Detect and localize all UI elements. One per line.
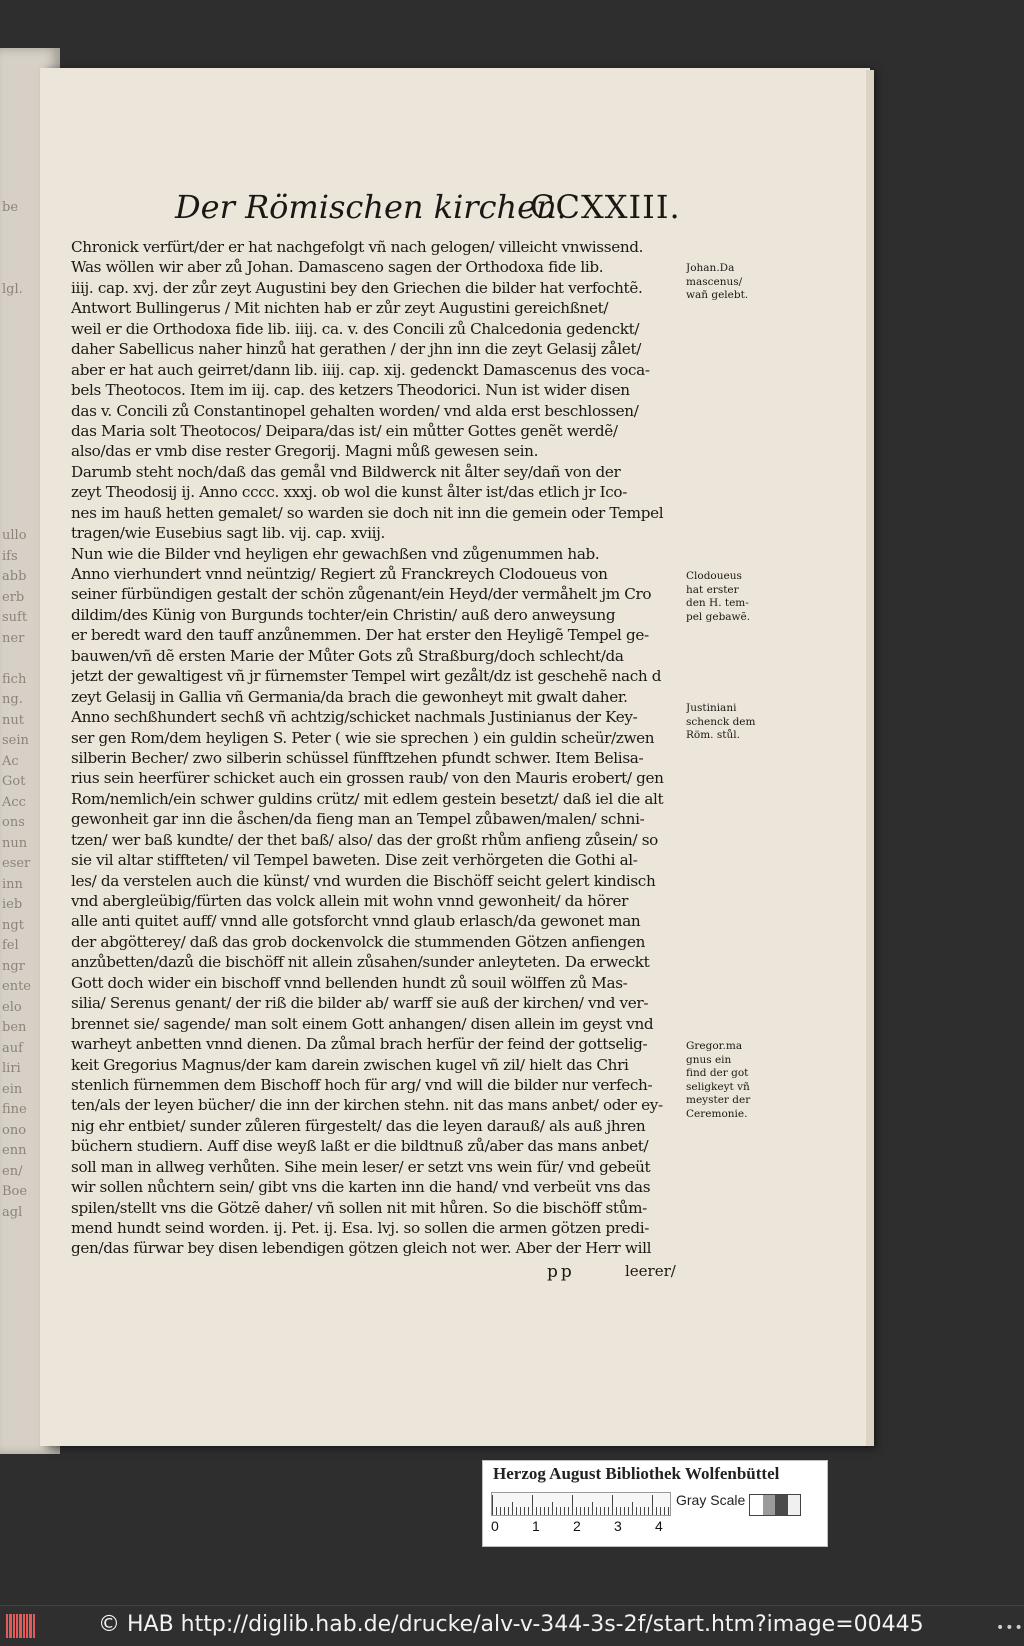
ruler-tick xyxy=(536,1507,537,1515)
ruler-tick xyxy=(636,1507,637,1515)
margin-note-line: den H. tem- xyxy=(686,597,749,609)
facing-page-text: ieb xyxy=(2,897,23,912)
text-line: iiij. cap. xvj. der zůr zeyt Augustini bey den Griechen die bilder hat verfochtẽ. xyxy=(71,278,643,297)
text-line: silia/ Serenus genant/ der riß die bilder ab/ warff sie auß der kirchen/ vnd ver- xyxy=(71,994,649,1013)
text-line: les/ da verstelen auch die künst/ vnd wurden die Bischöff seicht gelert kindisch xyxy=(71,871,656,890)
facing-page-text: suft xyxy=(2,610,28,625)
facing-page-text: ngr xyxy=(2,958,25,974)
text-line: ten/als der leyen bücher/ die inn der kirchen stehn. nit das mans anbet/ oder ey- xyxy=(71,1096,663,1115)
text-line: warheyt anbetten vnnd dienen. Da zůmal brach herfür der feind der gottselig- xyxy=(71,1035,648,1054)
body-text xyxy=(71,237,681,1259)
ruler-tick xyxy=(584,1507,585,1515)
ruler-tick xyxy=(516,1507,517,1515)
text-line: ser gen Rom/dem heyligen S. Peter ( wie sie sprechen ) ein guldin scheür/zwen xyxy=(71,728,655,747)
facing-page-text: Acc xyxy=(2,794,26,810)
ruler-tick xyxy=(652,1495,653,1515)
facing-page-text: fich xyxy=(2,671,27,687)
facing-page-text: ngt xyxy=(2,917,24,933)
text-line: gen/das fürwar bey disen lebendigen götzen gleich not wer. Aber der Herr will xyxy=(71,1239,652,1258)
margin-note-line: wañ gelebt. xyxy=(686,289,749,301)
text-line: Darumb steht noch/daß das gemål vnd Bildwerck nit ålter sey/dañ von der xyxy=(71,462,621,481)
text-line: dildim/des Künig von Burgunds tochter/ein Christin/ auß dero anweysung xyxy=(71,605,616,624)
swatch-dark xyxy=(775,1495,788,1515)
margin-note-line: hat erster xyxy=(686,583,739,596)
margin-note-line: find der got xyxy=(686,1067,749,1079)
ruler-tick xyxy=(496,1507,497,1515)
text-line: also/das er vmb dise rester Gregorij. Magni můß gewesen sein. xyxy=(71,442,539,461)
margin-note-line: Justiniani xyxy=(686,702,737,714)
color-scale-card xyxy=(482,1460,828,1547)
facing-page-text: agl xyxy=(2,1204,23,1220)
more-options-icon[interactable]: ••• xyxy=(996,1620,1024,1636)
ruler-tick xyxy=(588,1507,589,1515)
ruler-tick xyxy=(560,1507,561,1515)
footer-url-text[interactable]: © HAB http://diglib.hab.de/drucke/alv-v-344-3s-2f/start.htm?image=00445 xyxy=(98,1612,924,1637)
text-line: Chronick verfürt/der er hat nachgefolgt vñ nach gelogen/ villeicht vnwissend. xyxy=(71,238,644,256)
text-line: das v. Concili zů Constantinopel gehalten worden/ vnd alda erst beschlossen/ xyxy=(71,401,639,420)
facing-page-text: ner xyxy=(2,630,25,646)
margin-note-damascenus xyxy=(686,262,782,303)
facing-page-text: ng. xyxy=(2,692,23,707)
folio-number: CCXXIII. xyxy=(530,188,681,226)
text-line: tragen/wie Eusebius sagt lib. vij. cap. xviij. xyxy=(71,524,385,543)
ruler-tick xyxy=(548,1507,549,1515)
text-line: silberin Becher/ zwo silberin schüssel fünfftzehen pfundt schwer. Item Belisa- xyxy=(71,748,644,767)
facing-page-text: abb xyxy=(2,569,27,584)
ruler-tick xyxy=(576,1507,577,1515)
facing-page-text: ben xyxy=(2,1020,27,1035)
margin-note-line: Ceremonie. xyxy=(686,1107,748,1120)
text-line: spilen/stellt vns die Götzẽ daher/ vñ sollen nit mit hůren. So die bischöff stům- xyxy=(71,1198,647,1217)
facing-page-text: sein xyxy=(2,733,29,748)
ruler-number: 0 xyxy=(491,1518,499,1534)
margin-note-line: Röm. stůl. xyxy=(686,729,740,741)
facing-page-text: nun xyxy=(2,835,28,851)
text-line: nes im hauß hetten gemalet/ so warden sie doch nit inn die gemein oder Tempel xyxy=(71,503,664,522)
ruler-tick xyxy=(612,1495,613,1515)
margin-note-gregorius xyxy=(686,1040,782,1121)
margin-note-line: Johan.Da xyxy=(686,262,735,274)
text-line: Was wöllen wir aber zů Johan. Damasceno sagen der Orthodoxa fide lib. xyxy=(71,258,604,277)
ruler-tick xyxy=(596,1507,597,1515)
ruler-tick xyxy=(492,1495,493,1515)
ruler-tick xyxy=(528,1507,529,1515)
text-line: stenlich fürnemmen dem Bischoff hoch für arg/ vnd will die bilder nur verfech- xyxy=(71,1075,653,1094)
ruler-number: 2 xyxy=(573,1518,581,1534)
text-line: vnd abergleübig/fürten das volck allein mit wohn vnnd gewonheit/ da hörer xyxy=(71,892,629,910)
margin-note-line: Gregor.ma xyxy=(686,1040,743,1052)
footer-bar xyxy=(0,1605,1024,1646)
ruler-number: 1 xyxy=(532,1518,540,1534)
library-name: Herzog August Bibliothek Wolfenbüttel xyxy=(493,1464,780,1483)
text-line: bauwen/vñ dẽ ersten Marie der Můter Gots zů Straßburg/doch schlecht/da xyxy=(71,646,624,665)
margin-note-clodoueus xyxy=(686,570,782,624)
swatch-gray xyxy=(763,1495,776,1515)
ruler-tick xyxy=(624,1507,625,1515)
margin-note-justiniani xyxy=(686,702,782,743)
facing-page-text: liri xyxy=(2,1061,21,1076)
ruler-tick xyxy=(532,1495,533,1515)
ruler-tick xyxy=(640,1507,641,1515)
ruler-tick xyxy=(524,1507,525,1515)
facing-page-text: fel xyxy=(2,938,19,953)
facing-page-text: ons xyxy=(2,815,25,830)
ruler-tick xyxy=(616,1507,617,1515)
ruler-tick xyxy=(620,1507,621,1515)
text-line: mend hundt seind worden. ij. Pet. ij. Esa. lvj. so sollen die armen götzen predi- xyxy=(71,1219,649,1237)
ruler-tick xyxy=(572,1495,573,1515)
text-line: nig ehr entbiet/ sunder zůleren fürgestelt/ das die leyen darauß/ als auß jhren xyxy=(71,1116,646,1135)
facing-page-text: enn xyxy=(2,1143,27,1158)
text-line: seiner fürbündigen gestalt der schön zůgenant/ein Heyd/der vermåhelt jm Cro xyxy=(71,585,652,604)
ruler xyxy=(491,1492,671,1516)
facing-page-text: elo xyxy=(2,999,22,1015)
ruler-tick xyxy=(632,1502,633,1515)
ruler-tick xyxy=(600,1507,601,1515)
ruler-tick xyxy=(668,1507,669,1515)
gray-scale-label: Gray Scale xyxy=(676,1492,746,1508)
facing-page-text: nut xyxy=(2,712,24,728)
text-line: tzen/ wer baß kundte/ der thet baß/ also/ das der großt rhům anfieng zůsein/ so xyxy=(71,830,658,849)
ruler-tick xyxy=(544,1507,545,1515)
text-line: sie vil altar stiffteten/ vil Tempel baweten. Dise zeit verhörgeten die Gothi al- xyxy=(71,851,638,870)
ruler-tick xyxy=(644,1507,645,1515)
hab-logo-icon xyxy=(6,1614,44,1638)
text-line: soll man in allweg verhůten. Sihe mein leser/ er setzt vns wein für/ vnd gebeüt xyxy=(71,1157,651,1176)
margin-note-line: meyster der xyxy=(686,1094,751,1106)
ruler-tick xyxy=(512,1502,513,1515)
ruler-tick xyxy=(660,1507,661,1515)
facing-page-text: ente xyxy=(2,979,31,994)
signature-mark: pp xyxy=(547,1262,575,1282)
text-line: alle anti quitet auff/ vnnd alle gotsforcht vnnd glaub erlasch/da gewonet man xyxy=(71,912,641,931)
ruler-tick xyxy=(568,1507,569,1515)
catchword: leerer/ xyxy=(625,1262,676,1280)
ruler-tick xyxy=(556,1507,557,1515)
facing-page-text: eser xyxy=(2,856,31,871)
ruler-tick xyxy=(648,1507,649,1515)
facing-page-text: ullo xyxy=(2,528,27,543)
page-edge xyxy=(866,70,874,1446)
margin-note-line: pel gebawẽ. xyxy=(686,610,751,623)
ruler-tick xyxy=(504,1507,505,1515)
text-line: daher Sabellicus naher hinzů hat gerathen / der jhn inn die zeyt Gelasij zålet/ xyxy=(71,340,641,359)
ruler-tick xyxy=(540,1507,541,1515)
text-line: zeyt Gelasij in Gallia vñ Germania/da brach die gewonheyt mit gwalt daher. xyxy=(71,687,628,706)
text-line: gewonheit gar inn die åschen/da fieng man an Tempel zůbawen/malen/ schni- xyxy=(71,810,645,829)
ruler-tick xyxy=(552,1502,553,1515)
facing-page-text: ono xyxy=(2,1122,27,1138)
running-title: Der Römischen kirchen. xyxy=(175,188,567,226)
text-line: weil er die Orthodoxa fide lib. iiij. ca. v. des Concili zů Chalcedonia gedenckt/ xyxy=(71,319,640,338)
ruler-tick xyxy=(628,1507,629,1515)
text-line: der abgötterey/ daß das grob dockenvolck die stummenden Götzen anfiengen xyxy=(71,932,646,951)
ruler-tick xyxy=(508,1507,509,1515)
text-line: Anno sechßhundert sechß vñ achtzig/schicket nachmals Justinianus der Key- xyxy=(71,708,638,727)
text-line: brennet sie/ sagende/ man solt einem Gott anhangen/ disen allein im geyst vnd xyxy=(71,1014,654,1033)
facing-page-text: Boe xyxy=(2,1184,28,1199)
ruler-tick xyxy=(656,1507,657,1515)
text-line: bels Theotocos. Item im iij. cap. des ketzers Theodorici. Nun ist wider disen xyxy=(71,381,630,400)
text-line: zeyt Theodosij ij. Anno cccc. xxxj. ob wol die kunst ålter ist/das etlich jr Ico- xyxy=(71,483,627,502)
swatch-white xyxy=(750,1495,763,1515)
facing-page-text: Ac xyxy=(2,753,19,769)
ruler-tick xyxy=(520,1507,521,1515)
ruler-tick xyxy=(664,1507,665,1515)
ruler-tick xyxy=(564,1507,565,1515)
text-line: wir sollen nůchtern sein/ gibt vns die karten inn die hand/ vnd verbeüt vns das xyxy=(71,1178,651,1197)
ruler-number: 3 xyxy=(614,1518,622,1534)
text-line: jetzt der gewaltigest vñ jr fürnemster Tempel wirt gezålt/dz ist geschehẽ nach d xyxy=(71,667,662,686)
margin-note-line: seligkeyt vñ xyxy=(686,1080,750,1093)
ruler-tick xyxy=(580,1507,581,1515)
text-line: anzůbetten/dazů die bischöff nit allein zůsahen/sunder anleyteten. Da erweckt xyxy=(71,953,650,972)
text-line: Rom/nemlich/ein schwer guldins crütz/ mit edlem gestein besetzt/ daß iel die alt xyxy=(71,789,664,808)
text-line: Nun wie die Bilder vnd heyligen ehr gewachßen vnd zůgenummen hab. xyxy=(71,544,600,563)
ruler-tick xyxy=(500,1507,501,1515)
text-line: er beredt ward den tauff anzůnemmen. Der hat erster den Heyligẽ Tempel ge- xyxy=(71,626,649,645)
text-line: büchern studiern. Auff dise weyß laßt er die bildtnuß zů/aber das mans anbet/ xyxy=(71,1137,649,1156)
text-line: rius sein heerfürer schicket auch ein grossen raub/ von den Mauris erobert/ gen xyxy=(71,769,664,788)
facing-page-text: be xyxy=(2,200,19,215)
facing-page-text: ein xyxy=(2,1081,23,1097)
margin-note-line: gnus ein xyxy=(686,1053,732,1066)
facing-page-text: lgl. xyxy=(2,282,23,297)
text-line: keit Gregorius Magnus/der kam darein zwischen kugel vñ zil/ hielt das Chri xyxy=(71,1055,629,1074)
ruler-number: 4 xyxy=(655,1518,663,1534)
facing-page-text: inn xyxy=(2,876,23,892)
text-line: Gott doch wider ein bischoff vnnd bellenden hundt zů souil wölffen zů Mas- xyxy=(71,973,628,992)
ruler-tick xyxy=(608,1507,609,1515)
text-line: Antwort Bullingerus / Mit nichten hab er zůr zeyt Augustini gereichßnet/ xyxy=(71,299,609,318)
facing-page-text: fine xyxy=(2,1102,27,1117)
margin-note-line: Clodoueus xyxy=(686,570,742,582)
swatch-light xyxy=(788,1495,801,1515)
text-line: Anno vierhundert vnnd neüntzig/ Regiert zů Franckreych Clodoueus von xyxy=(71,565,608,583)
margin-note-line: schenck dem xyxy=(686,715,756,728)
text-line: das Maria solt Theotocos/ Deipara/das ist/ ein můtter Gottes genẽt werdẽ/ xyxy=(71,421,618,440)
facing-page-text: en/ xyxy=(2,1163,23,1179)
gray-scale-swatches xyxy=(749,1494,801,1516)
text-line: aber er hat auch geirret/dann lib. iiij. cap. xij. gedenckt Damascenus des voca- xyxy=(71,360,650,379)
facing-page-text: auf xyxy=(2,1040,23,1056)
facing-page-text: Got xyxy=(2,774,26,789)
facing-page-text: erb xyxy=(2,589,25,605)
facing-page-text: ifs xyxy=(2,548,18,564)
ruler-tick xyxy=(604,1507,605,1515)
ruler-tick xyxy=(592,1502,593,1515)
margin-note-line: mascenus/ xyxy=(686,275,743,288)
